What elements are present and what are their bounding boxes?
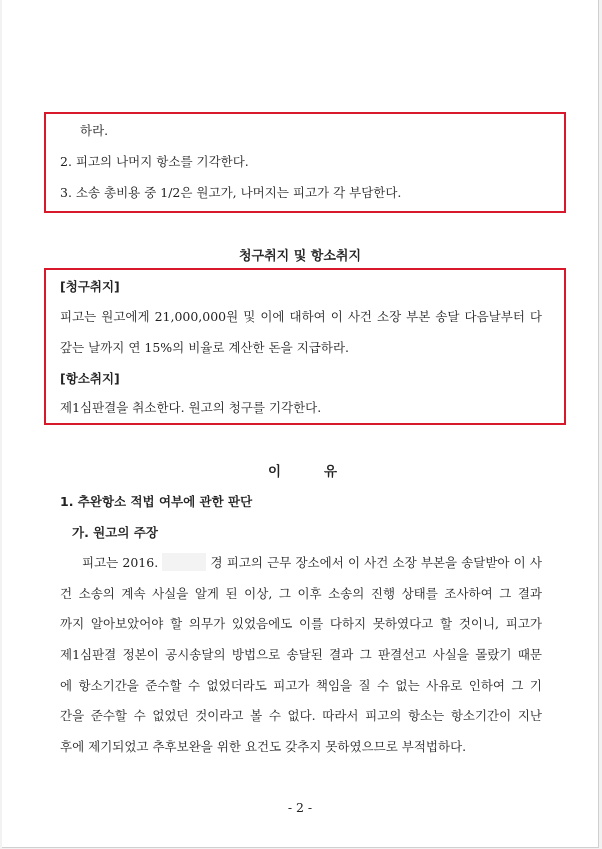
judgment-line-3: 3. 소송 총비용 중 1/2은 원고가, 나머지는 피고가 각 부담한다.: [60, 185, 402, 200]
claim-label: [청구취지]: [60, 279, 120, 294]
claim-line-2: 갚는 날까지 연 15%의 비율로 계산한 돈을 지급하라.: [60, 340, 349, 355]
paragraph-line-7: 후에 제기되었고 추후보완을 위한 요건도 갖추지 못하였으므로 부적법하다.: [60, 739, 467, 754]
paragraph-line-1: [60, 553, 542, 571]
paragraph-line-1a: 피고는 2016.: [82, 555, 159, 570]
section-1a-title: 가. 원고의 주장: [72, 525, 158, 540]
page-number: - 2 -: [287, 800, 313, 815]
judgment-line-1: 하라.: [80, 123, 109, 138]
redacted-date: [162, 553, 206, 571]
reasons-heading-char-2: 유: [324, 464, 338, 480]
judgment-line-2: 2. 피고의 나머지 항소를 기각한다.: [60, 154, 249, 169]
claims-heading: 청구취지 및 항소취지: [238, 249, 362, 264]
appeal-line: 제1심판결을 취소한다. 원고의 청구를 기각한다.: [60, 400, 322, 415]
appeal-label: [항소취지]: [60, 371, 120, 386]
paragraph-line-3: 까지 알아보았어야 할 의무가 있었음에도 이를 다하지 못하였다고 할 것이니, 피고가: [60, 616, 542, 631]
claim-line-1: 피고는 원고에게 21,000,000원 및 이에 대하여 이 사건 소장 부본 송달 다음날부터 다: [60, 309, 542, 324]
reasons-heading-char-1: 이: [268, 464, 282, 480]
paragraph-line-2: 건 소송의 계속 사실을 알게 된 이상, 그 이후 소송의 진행 상태를 조사하여 그 결과: [60, 586, 542, 601]
document-page: [2, 0, 599, 848]
paragraph-line-1b: 경 피고의 근무 장소에서 이 사건 소장 부본을 송달받아 이 사: [210, 555, 542, 570]
paragraph-line-5: 에 항소기간을 준수할 수 없었더라도 피고가 책임을 질 수 없는 사유로 인하여 그 기: [60, 678, 542, 693]
paragraph-line-4: 제1심판결 정본이 공시송달의 방법으로 송달된 결과 그 판결선고 사실을 몰랐기 때문: [60, 647, 542, 662]
section-1-title: 1. 추완항소 적법 여부에 관한 판단: [60, 494, 253, 509]
paragraph-line-6: 간을 준수할 수 없었던 것이라고 볼 수 없다. 따라서 피고의 항소는 항소기간이 지난: [60, 708, 542, 723]
